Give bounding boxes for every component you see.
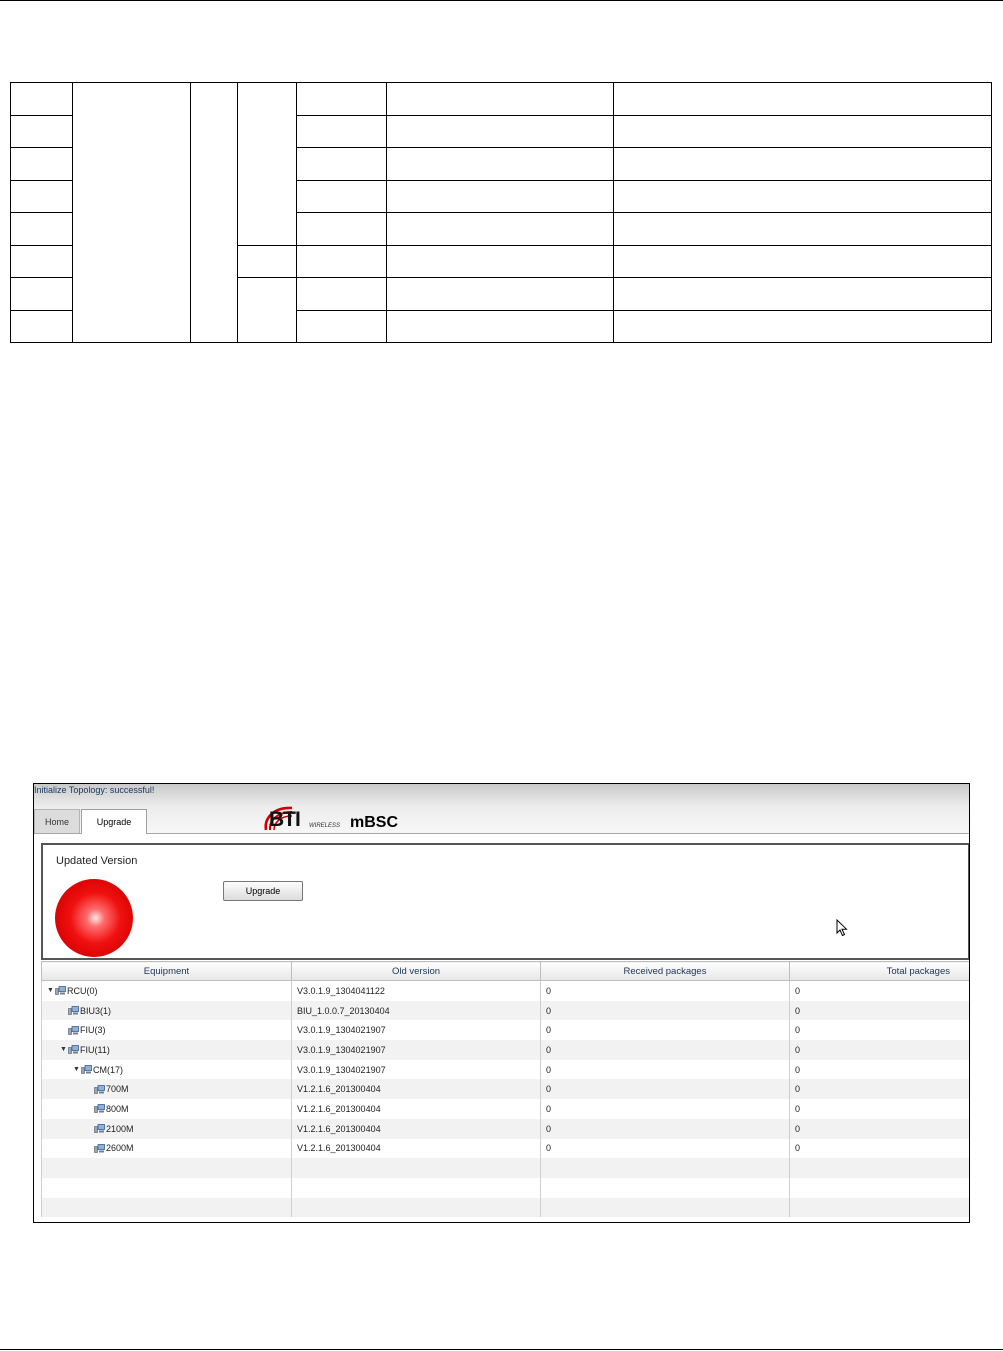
total-packages-cell: 0: [790, 1001, 971, 1021]
total-packages-cell: 0: [790, 1099, 971, 1119]
equipment-cell[interactable]: [42, 1001, 292, 1021]
empty-cell: [541, 1158, 790, 1178]
old-version-cell: V3.0.1.9_1304021907: [292, 1060, 541, 1080]
received-packages-cell: 0: [541, 1079, 790, 1099]
brand-subtext: WIRELESS: [309, 823, 341, 829]
computer-node-icon: [94, 1085, 105, 1094]
table-row[interactable]: [42, 1040, 971, 1060]
equipment-cell[interactable]: [42, 981, 292, 1001]
computer-node-icon: [68, 1045, 79, 1054]
empty-cell: [541, 1198, 790, 1218]
total-packages-cell: 0: [790, 1040, 971, 1060]
column-header-old-version[interactable]: Old version: [292, 962, 541, 981]
triangle-down-icon[interactable]: ▼: [47, 987, 54, 995]
mouse-pointer-icon: [836, 919, 848, 937]
old-version-cell: V3.0.1.9_1304021907: [292, 1020, 541, 1040]
table-row[interactable]: [42, 1060, 971, 1080]
triangle-down-icon[interactable]: ▼: [73, 1066, 80, 1074]
table-row[interactable]: [42, 1158, 971, 1178]
table-row[interactable]: [42, 1198, 971, 1218]
empty-cell: [541, 1178, 790, 1198]
table-row[interactable]: [42, 1139, 971, 1159]
equipment-name: FIU(3): [80, 1025, 106, 1036]
tab-upgrade[interactable]: Upgrade: [81, 809, 147, 834]
empty-cell: [790, 1158, 971, 1178]
computer-node-icon: [81, 1065, 92, 1074]
total-packages-cell: 0: [790, 1079, 971, 1099]
computer-node-icon: [94, 1104, 105, 1113]
old-version-cell: V1.2.1.6_201300404: [292, 1079, 541, 1099]
computer-node-icon: [94, 1124, 105, 1133]
total-packages-cell: 0: [790, 1119, 971, 1139]
old-version-cell: V1.2.1.6_201300404: [292, 1139, 541, 1159]
equipment-cell[interactable]: [42, 1020, 292, 1040]
old-version-cell: V1.2.1.6_201300404: [292, 1119, 541, 1139]
received-packages-cell: 0: [541, 1099, 790, 1119]
column-header-received-packages[interactable]: Received packages: [541, 962, 790, 981]
equipment-name: CM(17): [93, 1064, 124, 1075]
table-row[interactable]: [42, 1099, 971, 1119]
total-packages-cell: 0: [790, 1139, 971, 1159]
received-packages-cell: 0: [541, 1060, 790, 1080]
empty-cell: [42, 1198, 292, 1218]
page-top-rule: [0, 0, 1003, 1]
old-version-cell: V1.2.1.6_201300404: [292, 1099, 541, 1119]
window-header: [34, 784, 969, 834]
product-name: mBSC: [350, 814, 399, 831]
upgrade-table: [41, 961, 970, 1217]
column-header-equipment[interactable]: Equipment: [42, 962, 292, 981]
empty-grid-table: [10, 82, 992, 343]
equipment-name: RCU(0): [67, 985, 98, 996]
total-packages-cell: 0: [790, 1020, 971, 1040]
empty-cell: [292, 1198, 541, 1218]
computer-node-icon: [55, 986, 66, 995]
empty-cell: [42, 1158, 292, 1178]
table-row[interactable]: [42, 1001, 971, 1021]
received-packages-cell: 0: [541, 1001, 790, 1021]
table-body: [42, 981, 971, 1218]
computer-node-icon: [68, 1026, 79, 1035]
column-header-total-packages[interactable]: Total packages: [790, 962, 971, 981]
panel-title: Updated Version: [56, 855, 138, 867]
computer-node-icon: [68, 1006, 79, 1015]
equipment-cell[interactable]: [42, 1139, 292, 1159]
equipment-cell[interactable]: [42, 1079, 292, 1099]
empty-cell: [292, 1158, 541, 1178]
received-packages-cell: 0: [541, 981, 790, 1001]
received-packages-cell: 0: [541, 1020, 790, 1040]
triangle-down-icon[interactable]: ▼: [60, 1046, 67, 1054]
old-version-cell: V3.0.1.9_1304041122: [292, 981, 541, 1001]
updated-version-panel: [41, 843, 970, 960]
received-packages-cell: 0: [541, 1139, 790, 1159]
table-row[interactable]: [42, 1020, 971, 1040]
equipment-name: 800M: [106, 1103, 129, 1114]
equipment-cell[interactable]: [42, 1099, 292, 1119]
equipment-name: BIU3(1): [80, 1005, 112, 1016]
received-packages-cell: 0: [541, 1119, 790, 1139]
equipment-cell[interactable]: [42, 1040, 292, 1060]
equipment-cell[interactable]: [42, 1119, 292, 1139]
total-packages-cell: 0: [790, 1060, 971, 1080]
table-row[interactable]: [42, 1079, 971, 1099]
equipment-name: 2600M: [106, 1143, 134, 1154]
empty-cell: [790, 1178, 971, 1198]
equipment-cell[interactable]: [42, 1060, 292, 1080]
upgrade-button[interactable]: Upgrade: [223, 881, 303, 901]
old-version-cell: V3.0.1.9_1304021907: [292, 1040, 541, 1060]
status-message: Initialize Topology: successful!: [34, 785, 155, 795]
brand-name: BTI: [269, 808, 300, 831]
empty-cell: [42, 1178, 292, 1198]
equipment-name: 700M: [106, 1084, 129, 1095]
computer-node-icon: [94, 1144, 105, 1153]
old-version-cell: BIU_1.0.0.7_20130404: [292, 1001, 541, 1021]
equipment-name: FIU(11): [80, 1044, 110, 1055]
page-bottom-rule: [0, 1349, 1003, 1350]
empty-cell: [790, 1198, 971, 1218]
equipment-name: 2100M: [106, 1123, 134, 1134]
total-packages-cell: 0: [790, 981, 971, 1001]
tab-home[interactable]: Home: [34, 809, 80, 833]
status-indicator-led: [55, 879, 133, 957]
table-row[interactable]: [42, 981, 971, 1001]
empty-cell: [292, 1178, 541, 1198]
received-packages-cell: 0: [541, 1040, 790, 1060]
upgrade-window: [33, 783, 970, 1223]
table-row[interactable]: [42, 1119, 971, 1139]
table-row[interactable]: [42, 1178, 971, 1198]
